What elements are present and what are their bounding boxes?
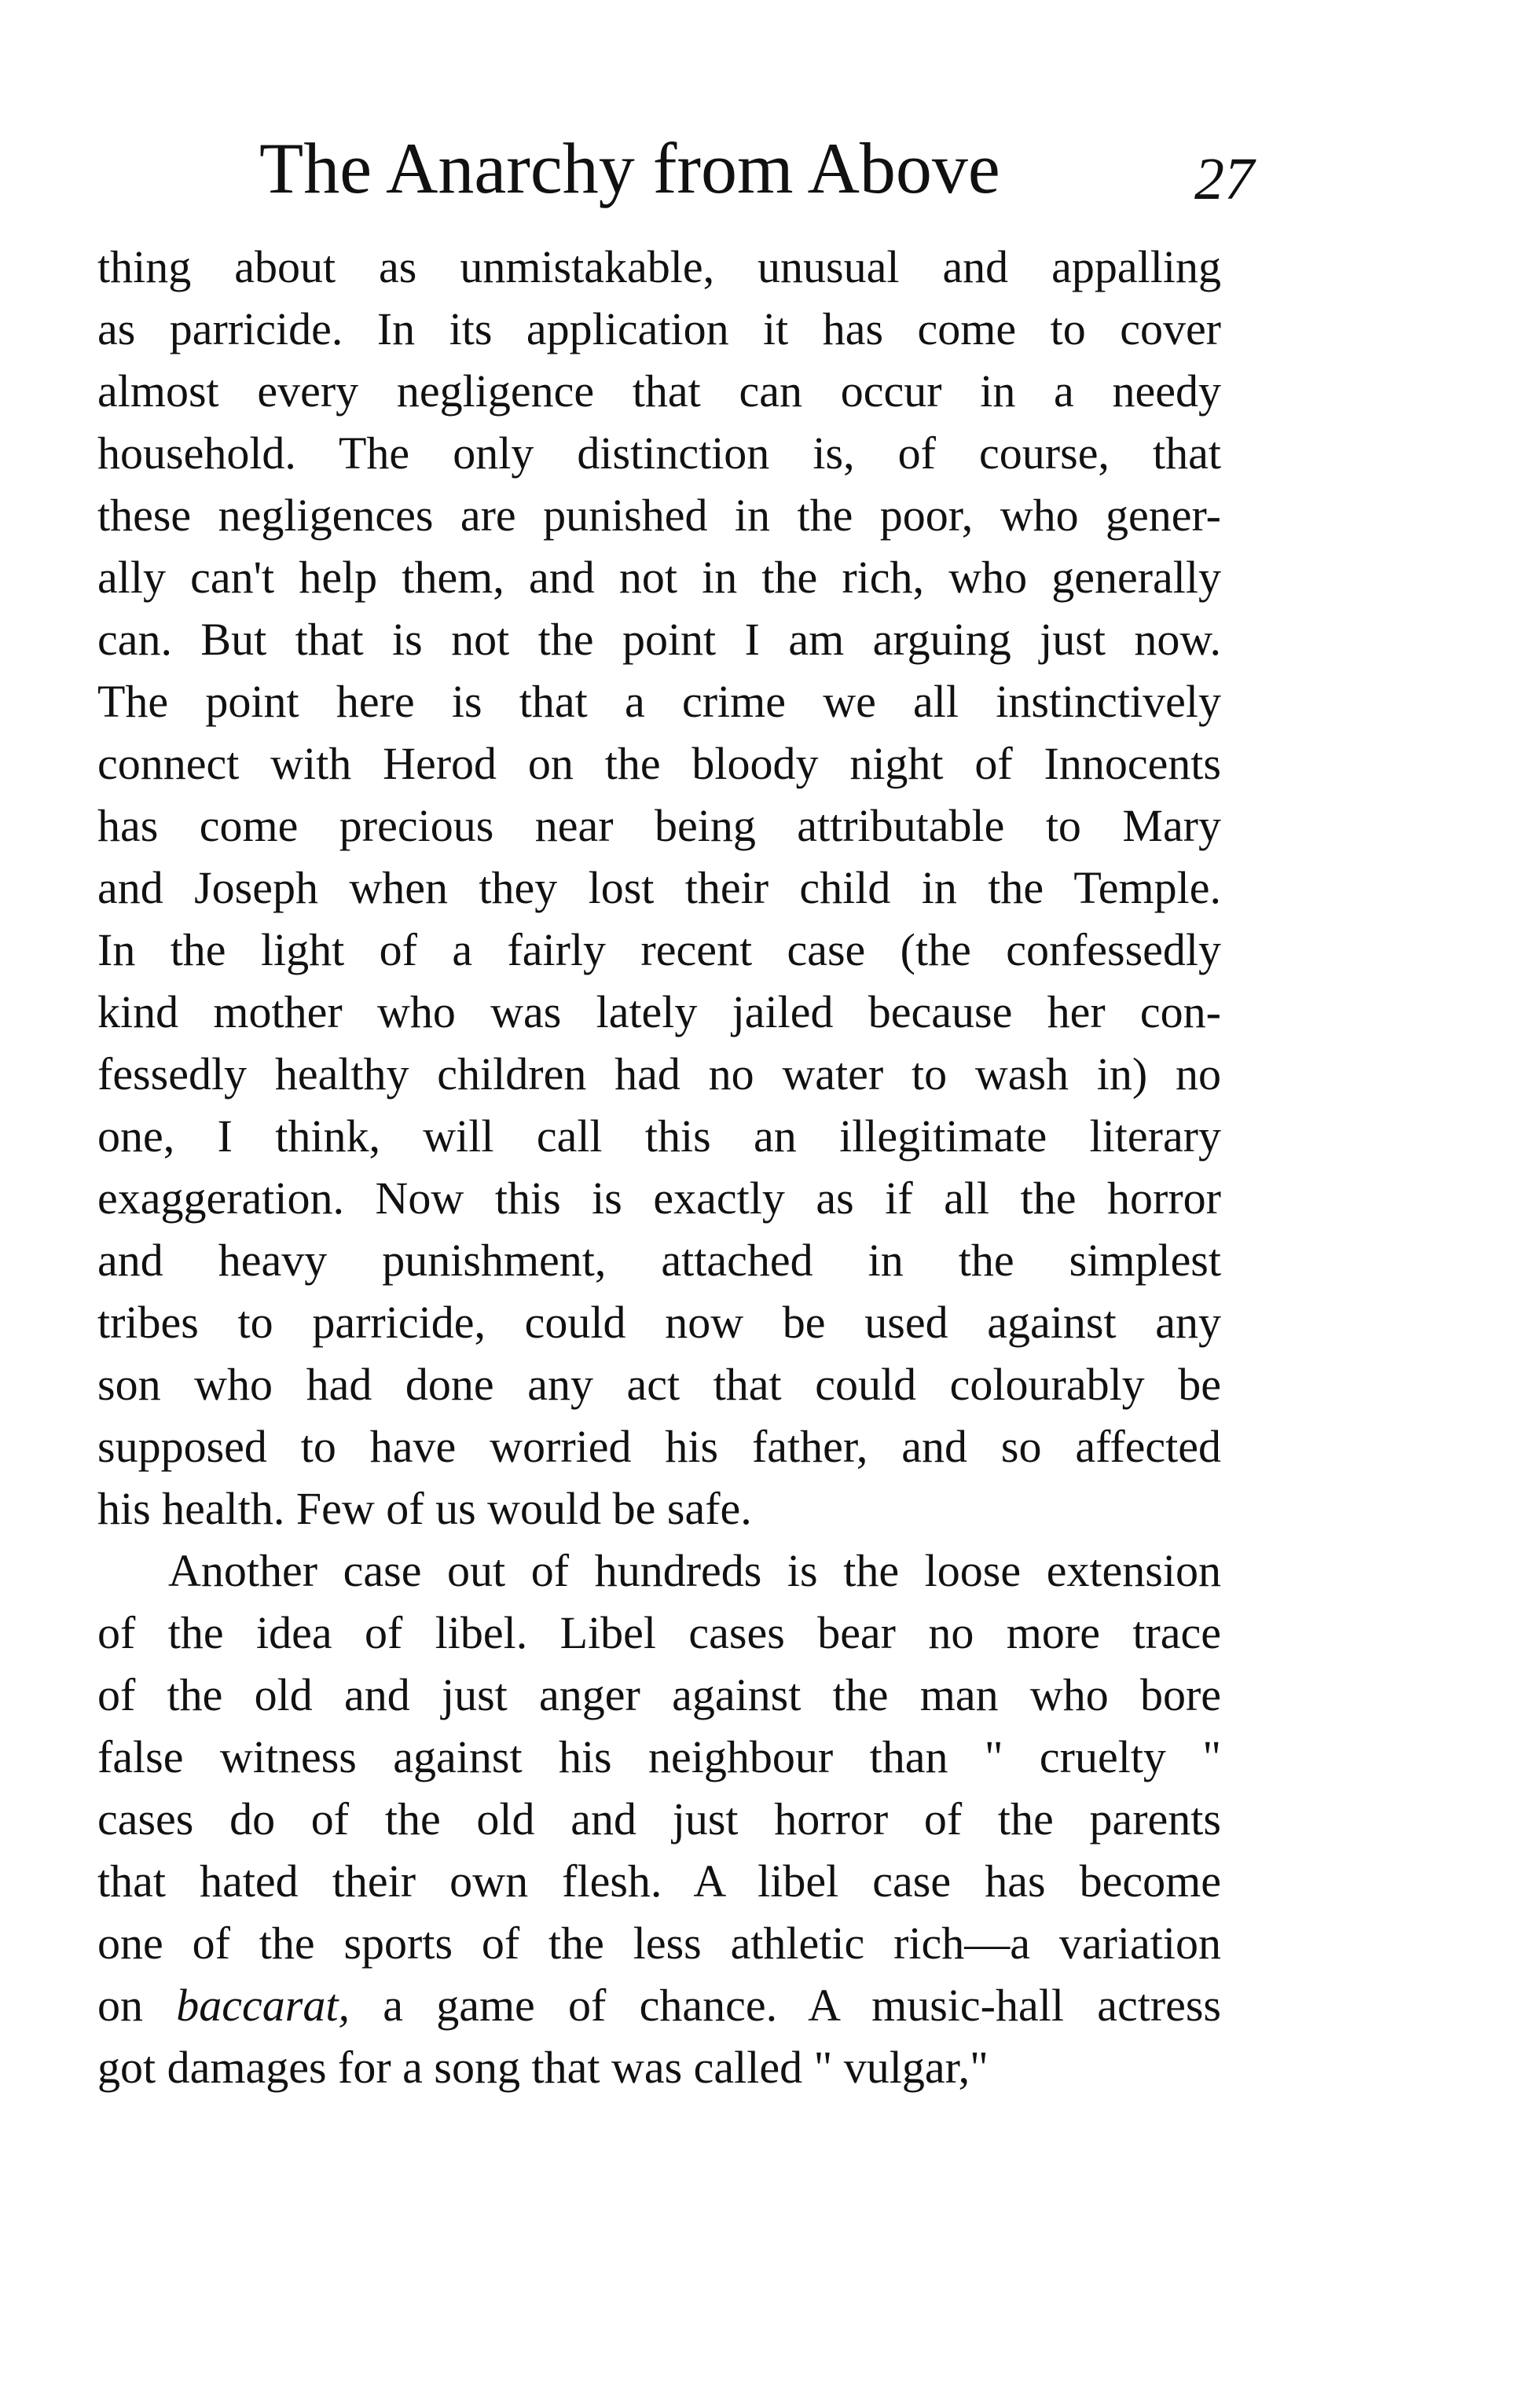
- text-line: household. The only distinction is, of course, that: [97, 428, 1221, 479]
- paragraph: [97, 236, 1221, 1540]
- text-line: can. But that is not the point I am arguing just now.: [97, 614, 1221, 665]
- text-line: one of the sports of the less athletic rich—a variation: [97, 1918, 1221, 1969]
- text-line: exaggeration. Now this is exactly as if all the horror: [97, 1173, 1221, 1224]
- text-line: ally can't help them, and not in the rich, who generally: [97, 552, 1221, 603]
- text-line: son who had done any act that could colourably be: [97, 1359, 1221, 1410]
- text-line: on baccarat, a game of chance. A music-hall actress: [97, 1980, 1222, 2031]
- text-line: of the old and just anger against the man who bore: [97, 1669, 1221, 1720]
- text-line: tribes to parricide, could now be used against any: [97, 1297, 1221, 1348]
- text-line: The point here is that a crime we all instinctively: [97, 676, 1221, 727]
- text-line: connect with Herod on the bloody night of Innocents: [97, 738, 1221, 789]
- italic-word: baccarat,: [176, 1980, 350, 2031]
- text-line: and heavy punishment, attached in the simplest: [97, 1235, 1221, 1286]
- text-line: cases do of the old and just horror of the parents: [97, 1793, 1221, 1845]
- text-line: got damages for a song that was called " vulgar,": [97, 2042, 989, 2093]
- text-line: his health. Few of us would be safe.: [97, 1483, 752, 1534]
- text-line: of the idea of libel. Libel cases bear no more trace: [97, 1607, 1221, 1658]
- text-line: kind mother who was lately jailed because her con-: [97, 986, 1221, 1037]
- text-line: Another case out of hundreds is the loose extension: [168, 1545, 1221, 1596]
- text-line: and Joseph when they lost their child in the Temple.: [97, 862, 1221, 913]
- text-line: false witness against his neighbour than " cruelty ": [97, 1731, 1221, 1782]
- text-line: has come precious near being attributable to Mary: [97, 800, 1221, 851]
- text-line: as parricide. In its application it has come to cover: [97, 303, 1221, 354]
- text-line: one, I think, will call this an illegitimate literary: [97, 1110, 1221, 1162]
- text-line: In the light of a fairly recent case (the confessedly: [97, 924, 1221, 975]
- text-line: these negligences are punished in the poor, who gener-: [97, 490, 1221, 541]
- text-line: supposed to have worried his father, and so affected: [97, 1421, 1221, 1472]
- text-line: thing about as unmistakable, unusual and appalling: [97, 241, 1221, 292]
- body-text: [97, 236, 1221, 2098]
- text-line: that hated their own flesh. A libel case has become: [97, 1856, 1221, 1907]
- paragraph: [97, 1540, 1221, 2098]
- text-line: fessedly healthy children had no water to wash in) no: [97, 1048, 1221, 1099]
- text-line: almost every negligence that can occur in a needy: [97, 365, 1221, 417]
- page-number: 27: [1194, 146, 1254, 212]
- running-title: The Anarchy from Above: [259, 128, 1000, 208]
